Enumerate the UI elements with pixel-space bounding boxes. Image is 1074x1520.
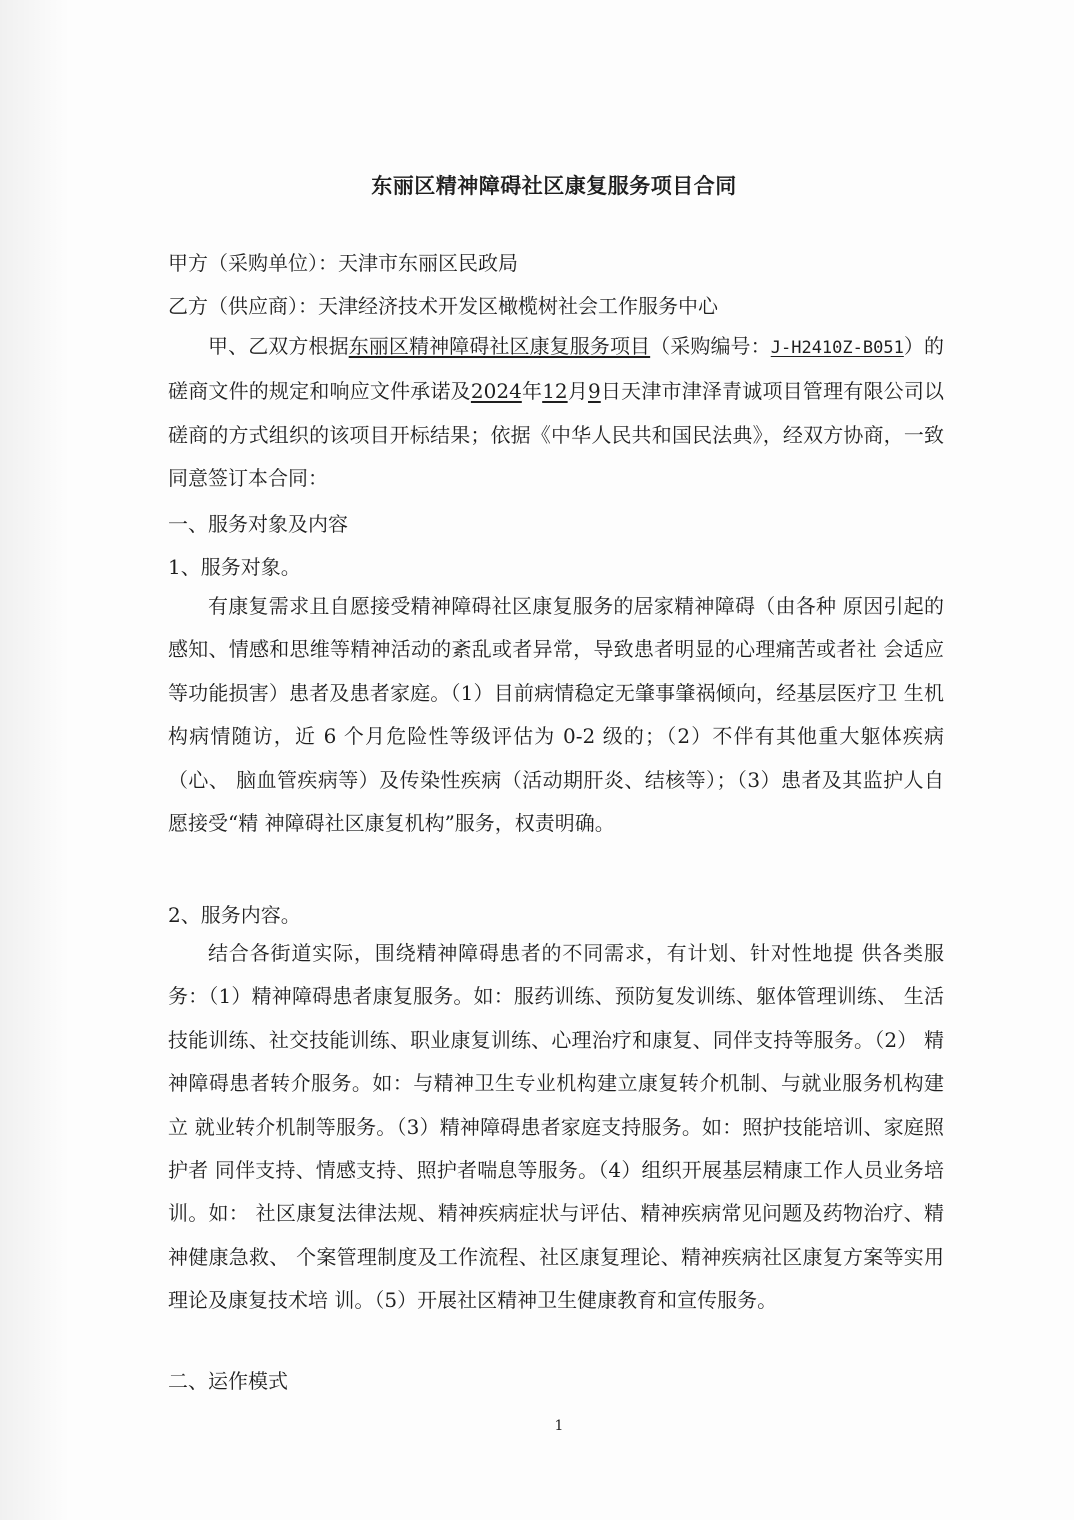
intro-text-3: ）的磋商文件的规定和响应文件承诺及 bbox=[168, 334, 945, 404]
party-a: 甲方（采购单位）：天津市东丽区民政局 bbox=[168, 251, 518, 275]
scan-shadow bbox=[0, 0, 70, 1520]
contract-title: 东丽区精神障碍社区康复服务项目合同 bbox=[371, 173, 737, 198]
intro-paragraph bbox=[168, 325, 944, 501]
service-content-paragraph: 结合各街道实际，围绕精神障碍患者的不同需求，有计划、针对性地提 供各类服务：（1）精神障碍患者康复服务。如：服药训练、预防复发训练、躯体管理训练、 生活技能训练、社交技能训练、职业康复训练、心理治疗和康复、同伴支持等服务。（2） 精神障碍患者转介服务。如：与精神卫生专业机构建立康复转介机制、与就业服务机构建立 就业转介机制等服务。（3）精神障碍患者家庭支持服务。如：照护技能培训、家庭照护者 同伴支持、情感支持、照护者喘息等服务。（4）组织开展基层精康工作人员业务培训。如： 社区康复法律法规、精神疾病症状与评估、精神疾病常见问题及药物治疗、精神健康急救、 个案管理制度及工作流程、社区康复理论、精神疾病社区康复方案等实用理论及康复技术培 训。（5）开展社区精神卫生健康教育和宣传服务。 bbox=[168, 941, 944, 1313]
page-number: 1 bbox=[554, 1418, 564, 1434]
intro-text-2: （采购编号： bbox=[650, 334, 771, 358]
intro-text-5: 月 bbox=[567, 379, 589, 404]
procurement-number: J-H2410Z-B051 bbox=[770, 338, 904, 358]
project-name: 东丽区精神障碍社区康复服务项目 bbox=[348, 334, 651, 358]
subsection-heading-2: 2、服务内容。 bbox=[168, 903, 301, 927]
section-heading-1: 一、服务对象及内容 bbox=[168, 512, 348, 536]
intro-text-6: 日天津市津泽青诚项目管理有限公司以磋商的方式组织的该项目开标结果；依据《中华人民共和国民法典》，经双方协商，一致同意签订本合同： bbox=[168, 379, 945, 491]
date-year: 2024 bbox=[470, 379, 522, 404]
intro-text-1: 甲、乙双方根据 bbox=[208, 334, 349, 358]
intro-text-4: 年 bbox=[521, 379, 543, 404]
party-b: 乙方（供应商）：天津经济技术开发区橄榄树社会工作服务中心 bbox=[168, 294, 718, 318]
subsection-heading-1: 1、服务对象。 bbox=[168, 555, 301, 579]
service-target-paragraph: 有康复需求且自愿接受精神障碍社区康复服务的居家精神障碍（由各种 原因引起的感知、情感和思维等精神活动的紊乱或者异常，导致患者明显的心理痛苦或者社 会适应等功能损害）患者及患者家庭。（1）目前病情稳定无肇事肇祸倾向，经基层医疗卫 生机构病情随访，近 6 个月危险性等级评估为 0-2 级的；（2）不伴有其他重大躯体疾病（心、 脑血管疾病等）及传染性疾病（活动期肝炎、结核等）；（3）患者及其监护人自愿接受“精 神障碍社区康复机构”服务，权责明确。 bbox=[168, 594, 944, 836]
date-month: 12 bbox=[542, 379, 568, 404]
section-heading-2: 二、运作模式 bbox=[168, 1369, 288, 1393]
date-day: 9 bbox=[588, 379, 601, 404]
